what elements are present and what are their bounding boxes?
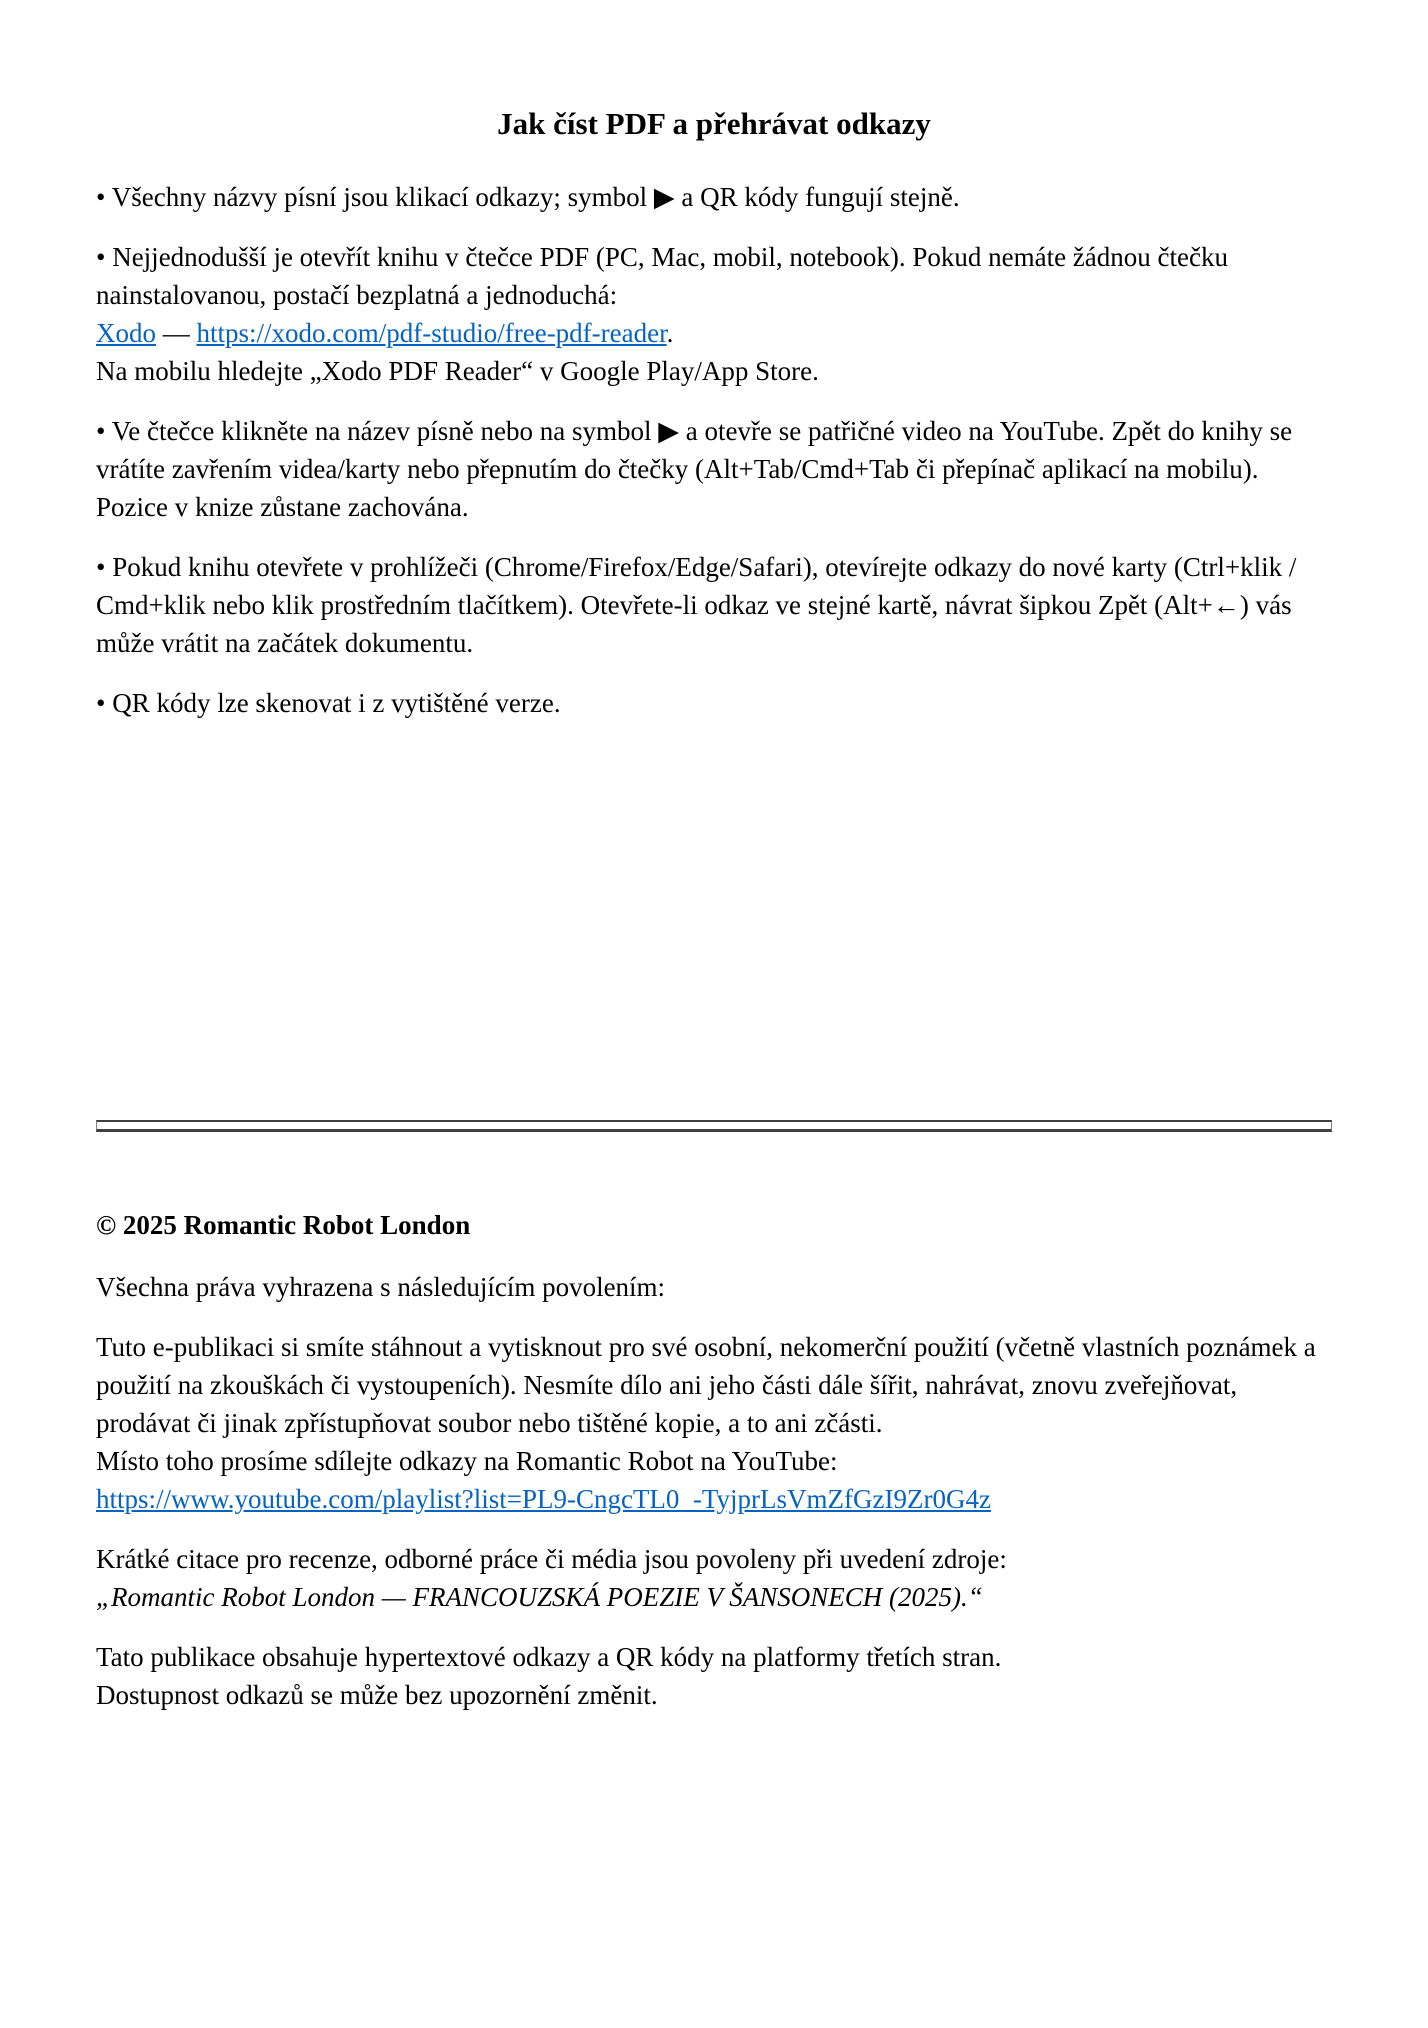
link-separator: — [156, 318, 197, 348]
share-line: Místo toho prosíme sdílejte odkazy na Romantic Robot na YouTube: [96, 1446, 838, 1476]
bullet-marker: • [96, 552, 106, 582]
page-title: Jak číst PDF a přehrávat odkazy [497, 106, 931, 141]
bullet-item-1 [96, 178, 1332, 216]
section-divider-rule [96, 1120, 1332, 1132]
rights-line: Všechna práva vyhrazena s následujícím povolením: [96, 1272, 666, 1302]
bullet-text-4: Pokud knihu otevřete v prohlížeči (Chrome/Firefox/Edge/Safari), otevírejte odkazy do nové karty (Ctrl+klik / Cmd+klik nebo klik prostředním tlačítkem). Otevřete-li odkaz ve stejné kartě, návrat šipkou Zpět (Alt+←) vás může vrátit na začátek dokumentu. [96, 552, 1297, 658]
bullet-text-1: Všechny názvy písní jsou klikací odkazy; symbol ▶ a QR kódy fungují stejně. [111, 182, 960, 212]
bullet-item-5 [96, 684, 1332, 722]
bullet-text-2-intro: Nejjednodušší je otevřít knihu v čtečce PDF (PC, Mac, mobil, notebook). Pokud nemáte žádnou čtečku nainstalovanou, postačí bezplatná a jednoduchá: [96, 242, 1228, 310]
links-note-paragraph [96, 1638, 1332, 1714]
citation-paragraph [96, 1540, 1332, 1616]
bullet-text-2-mobile: Na mobilu hledejte „Xodo PDF Reader“ v Google Play/App Store. [96, 356, 819, 386]
sentence-period: . [666, 318, 674, 348]
bullet-text-5: QR kódy lze skenovat i z vytištěné verze. [112, 688, 561, 718]
xodo-link[interactable]: Xodo [96, 318, 156, 348]
copyright-line: © 2025 Romantic Robot London [96, 1210, 471, 1240]
bullet-item-2 [96, 238, 1332, 390]
bullet-item-4 [96, 548, 1332, 662]
license-text: Tuto e-publikaci si smíte stáhnout a vytisknout pro své osobní, nekomerční použití (včetně vlastních poznámek a použití na zkouškách či vystoupeních). Nesmíte dílo ani jeho části dále šířit, nahrávat, znovu zveřejňovat, prodávat či jinak zpřístupňovat soubor nebo tištěné kopie, a to ani zčásti. [96, 1332, 1316, 1438]
bullet-marker: • [96, 688, 106, 718]
bullet-marker: • [96, 242, 106, 272]
links-note-line-2: Dostupnost odkazů se může bez upozornění změnit. [96, 1680, 658, 1710]
bullet-item-3 [96, 412, 1332, 526]
license-paragraph [96, 1328, 1332, 1518]
citation-line: Krátké citace pro recenze, odborné práce či média jsou povoleny při uvedení zdroje: [96, 1544, 1007, 1574]
links-note-line-1: Tato publikace obsahuje hypertextové odkazy a QR kódy na platformy třetích stran. [96, 1642, 1002, 1672]
xodo-url-link[interactable]: https://xodo.com/pdf-studio/free-pdf-reader [196, 318, 667, 348]
youtube-playlist-link[interactable]: https://www.youtube.com/playlist?list=PL9-CngcTL0_-TyjprLsVmZfGzI9Zr0G4z [96, 1484, 991, 1514]
bullet-marker: • [96, 416, 106, 446]
bullet-text-3: Ve čtečce klikněte na název písně nebo na symbol ▶ a otevře se patřičné video na YouTube. Zpět do knihy se vrátíte zavřením videa/karty nebo přepnutím do čtečky (Alt+Tab/Cmd+Tab či přepínač aplikací na mobilu). Pozice v knize zůstane zachována. [96, 416, 1293, 522]
bullet-marker: • [96, 182, 106, 212]
citation-quote: „Romantic Robot London — FRANCOUZSKÁ POEZIE V ŠANSONECH (2025).“ [96, 1582, 983, 1612]
